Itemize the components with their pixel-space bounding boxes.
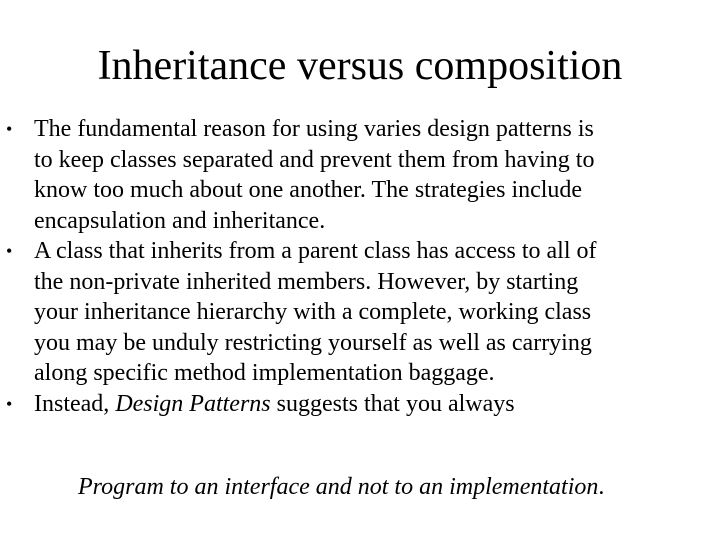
slide-title: Inheritance versus composition [97,43,623,89]
quote-text: Program to an interface and not to an implementation [78,474,599,500]
bullet-line [34,389,720,420]
bullet-item-3 [0,389,720,420]
bullet-line: A class that inherits from a parent class has access to all of [34,238,597,264]
bullet-icon: • [6,241,13,261]
bullet-suffix: suggests that you always [270,390,515,417]
bullet-line: to keep classes separated and prevent them from having to [34,146,595,173]
bullet-list [0,114,720,419]
bullet-item-1 [0,114,720,236]
bullet-icon: • [6,393,13,414]
quote-end: . [598,474,605,500]
principle-quote [78,472,604,502]
bullet-line: The fundamental reason for using varies design patterns is [34,116,594,142]
bullet-line: encapsulation and inheritance. [34,207,326,234]
bullet-line: you may be unduly restricting yourself as well as carrying [34,329,592,356]
bullet-line: the non-private inherited members. However, by starting [34,268,579,295]
bullet-prefix: Instead, [34,390,116,417]
book-title: Design Patterns [115,390,271,417]
bullet-item-2 [0,236,720,389]
bullet-icon: • [6,119,13,139]
bullet-line: know too much about one another. The strategies include [34,177,583,203]
bullet-line: your inheritance hierarchy with a complete, working class [34,299,592,325]
bullet-line: along specific method implementation baggage. [34,360,495,386]
